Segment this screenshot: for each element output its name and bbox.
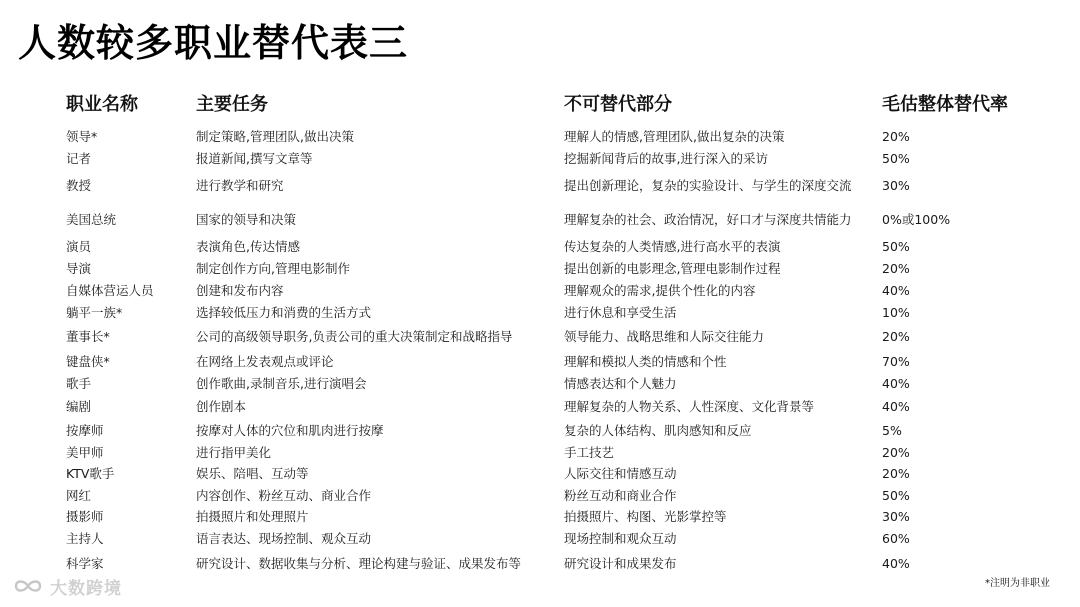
table-row xyxy=(0,464,1080,484)
cell-rate: 50% xyxy=(882,239,910,254)
footnote: *注明为非职业 xyxy=(985,578,1050,589)
header-tasks: 主要任务 xyxy=(196,94,268,115)
cell-rate: 20% xyxy=(882,466,910,481)
cell-irreplaceable: 拍摄照片、构图、光影掌控等 xyxy=(564,509,727,524)
cell-rate: 60% xyxy=(882,531,910,546)
table-row xyxy=(0,529,1080,549)
cell-occupation: 教授 xyxy=(66,178,92,193)
table-row xyxy=(0,210,1080,230)
cell-occupation: 键盘侠* xyxy=(66,354,110,369)
cell-irreplaceable: 研究设计和成果发布 xyxy=(564,556,677,571)
cell-tasks: 在网络上发表观点或评论 xyxy=(196,354,334,369)
cell-irreplaceable: 人际交往和情感互动 xyxy=(564,466,677,481)
table-row xyxy=(0,507,1080,527)
cell-irreplaceable: 粉丝互动和商业合作 xyxy=(564,488,677,503)
cell-rate: 40% xyxy=(882,376,910,391)
cell-tasks: 公司的高级领导职务,负责公司的重大决策制定和战略指导 xyxy=(196,329,513,344)
infinity-logo-icon xyxy=(10,574,46,598)
cell-occupation: 自媒体营运人员 xyxy=(66,283,154,298)
table-row xyxy=(0,397,1080,417)
table-row xyxy=(0,486,1080,506)
cell-rate: 70% xyxy=(882,354,910,369)
cell-rate: 20% xyxy=(882,261,910,276)
table-row xyxy=(0,352,1080,372)
cell-irreplaceable: 理解复杂的人物关系、人性深度、文化背景等 xyxy=(564,399,815,414)
cell-tasks: 创建和发布内容 xyxy=(196,283,284,298)
cell-rate: 40% xyxy=(882,556,910,571)
cell-tasks: 进行指甲美化 xyxy=(196,445,272,460)
cell-tasks: 表演角色,传达情感 xyxy=(196,239,300,254)
cell-rate: 10% xyxy=(882,305,910,320)
table-row xyxy=(0,237,1080,257)
cell-rate: 30% xyxy=(882,509,910,524)
cell-occupation: 躺平一族* xyxy=(66,305,123,320)
header-rate: 毛估整体替代率 xyxy=(882,94,1008,115)
watermark-text: 大数跨境 xyxy=(50,578,122,599)
table-row xyxy=(0,303,1080,323)
cell-rate: 30% xyxy=(882,178,910,193)
cell-rate: 50% xyxy=(882,488,910,503)
cell-rate: 20% xyxy=(882,329,910,344)
cell-irreplaceable: 现场控制和观众互动 xyxy=(564,531,677,546)
cell-rate: 20% xyxy=(882,129,910,144)
cell-rate: 5% xyxy=(882,423,902,438)
cell-irreplaceable: 理解人的情感,管理团队,做出复杂的决策 xyxy=(564,129,785,144)
cell-irreplaceable: 传达复杂的人类情感,进行高水平的表演 xyxy=(564,239,781,254)
cell-occupation: 主持人 xyxy=(66,531,104,546)
cell-occupation: 美国总统 xyxy=(66,212,117,227)
cell-rate: 40% xyxy=(882,283,910,298)
cell-tasks: 按摩对人体的穴位和肌肉进行按摩 xyxy=(196,423,384,438)
cell-irreplaceable: 手工技艺 xyxy=(564,445,615,460)
cell-occupation: 领导* xyxy=(66,129,98,144)
cell-occupation: 摄影师 xyxy=(66,509,104,524)
table-row xyxy=(0,374,1080,394)
cell-tasks: 选择较低压力和消费的生活方式 xyxy=(196,305,372,320)
cell-tasks: 娱乐、陪唱、互动等 xyxy=(196,466,309,481)
table-row xyxy=(0,327,1080,347)
cell-tasks: 创作剧本 xyxy=(196,399,247,414)
cell-occupation: 记者 xyxy=(66,151,92,166)
cell-tasks: 研究设计、数据收集与分析、理论构建与验证、成果发布等 xyxy=(196,556,522,571)
cell-irreplaceable: 理解和模拟人类的情感和个性 xyxy=(564,354,727,369)
cell-irreplaceable: 提出创新理论，复杂的实验设计、与学生的深度交流 xyxy=(564,178,852,193)
cell-occupation: 歌手 xyxy=(66,376,92,391)
cell-irreplaceable: 理解复杂的社会、政治情况，好口才与深度共情能力 xyxy=(564,212,852,227)
cell-rate: 0%或100% xyxy=(882,212,951,227)
cell-occupation: 网红 xyxy=(66,488,92,503)
table-row xyxy=(0,421,1080,441)
cell-irreplaceable: 理解观众的需求,提供个性化的内容 xyxy=(564,283,756,298)
header-occupation: 职业名称 xyxy=(66,94,138,115)
table-row xyxy=(0,443,1080,463)
cell-tasks: 拍摄照片和处理照片 xyxy=(196,509,309,524)
cell-irreplaceable: 领导能力、战略思维和人际交往能力 xyxy=(564,329,765,344)
cell-irreplaceable: 提出创新的电影理念,管理电影制作过程 xyxy=(564,261,781,276)
cell-occupation: 编剧 xyxy=(66,399,92,414)
table-row xyxy=(0,127,1080,147)
cell-tasks: 内容创作、粉丝互动、商业合作 xyxy=(196,488,372,503)
cell-tasks: 进行教学和研究 xyxy=(196,178,284,193)
cell-irreplaceable: 情感表达和个人魅力 xyxy=(564,376,677,391)
table-row xyxy=(0,149,1080,169)
cell-rate: 50% xyxy=(882,151,910,166)
table-row xyxy=(0,259,1080,279)
cell-irreplaceable: 进行休息和享受生活 xyxy=(564,305,677,320)
cell-occupation: 演员 xyxy=(66,239,92,254)
cell-occupation: 导演 xyxy=(66,261,92,276)
cell-occupation: 董事长* xyxy=(66,329,110,344)
cell-tasks: 报道新闻,撰写文章等 xyxy=(196,151,313,166)
cell-occupation: 科学家 xyxy=(66,556,104,571)
table-row xyxy=(0,176,1080,196)
cell-irreplaceable: 复杂的人体结构、肌肉感知和反应 xyxy=(564,423,752,438)
table-row xyxy=(0,281,1080,301)
table-row xyxy=(0,554,1080,574)
watermark xyxy=(10,573,122,599)
cell-tasks: 创作歌曲,录制音乐,进行演唱会 xyxy=(196,376,367,391)
cell-occupation: KTV歌手 xyxy=(66,466,115,481)
cell-rate: 40% xyxy=(882,399,910,414)
cell-tasks: 语言表达、现场控制、观众互动 xyxy=(196,531,372,546)
cell-rate: 20% xyxy=(882,445,910,460)
page-title: 人数较多职业替代表三 xyxy=(18,21,409,65)
header-irreplaceable: 不可替代部分 xyxy=(564,94,672,115)
cell-occupation: 按摩师 xyxy=(66,423,104,438)
cell-tasks: 制定创作方向,管理电影制作 xyxy=(196,261,350,276)
cell-tasks: 国家的领导和决策 xyxy=(196,212,297,227)
cell-occupation: 美甲师 xyxy=(66,445,104,460)
cell-tasks: 制定策略,管理团队,做出决策 xyxy=(196,129,354,144)
cell-irreplaceable: 挖掘新闻背后的故事,进行深入的采访 xyxy=(564,151,768,166)
